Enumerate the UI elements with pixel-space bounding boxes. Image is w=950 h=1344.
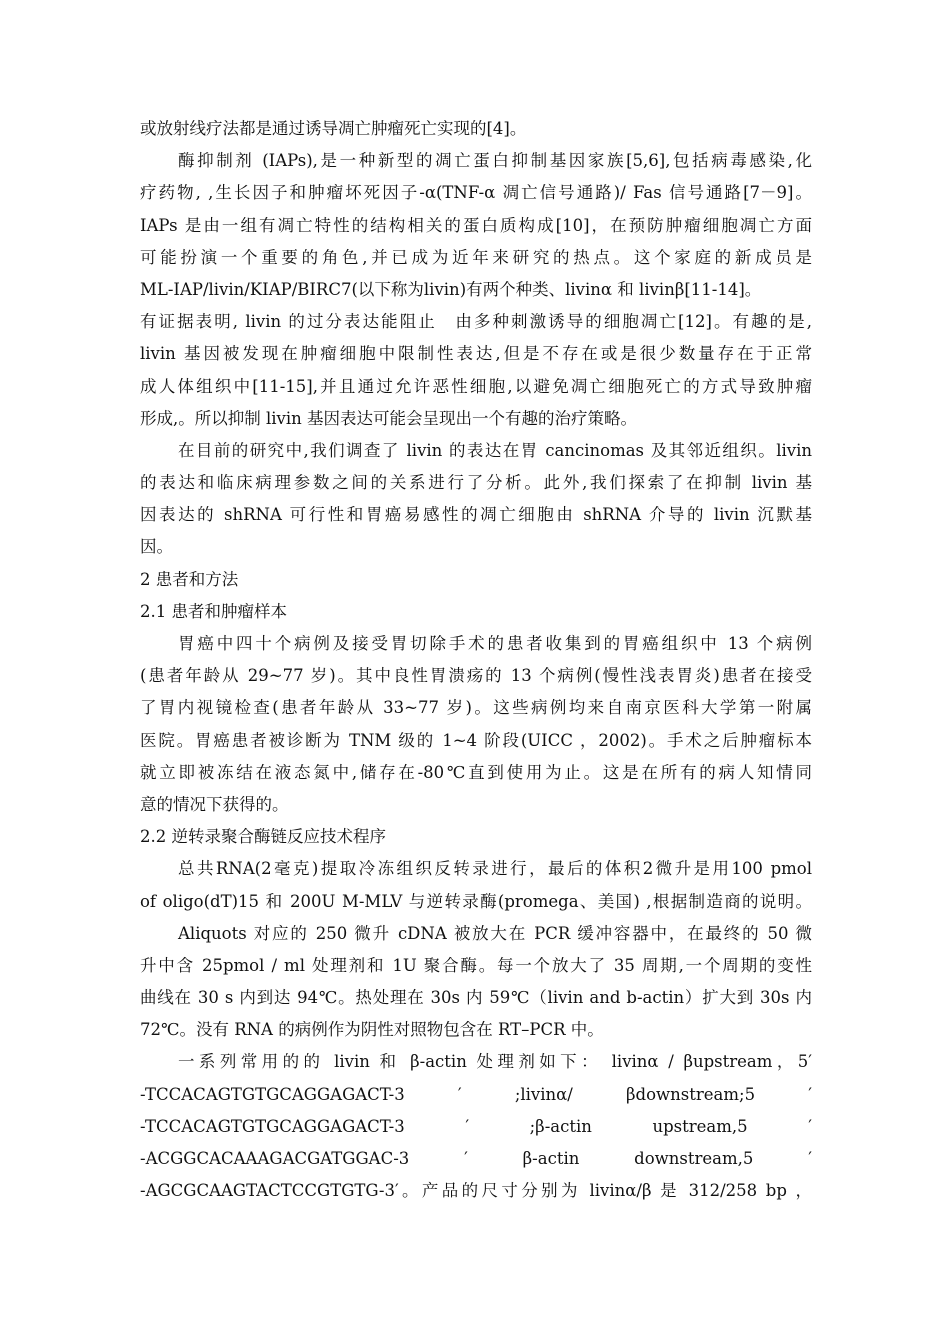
prime-mark: ′ bbox=[457, 1084, 462, 1104]
text-line: 升中含 25pmol / ml 处理剂和 1U 聚合酶。每一个放大了 35 周期,一个周期的变性 bbox=[140, 955, 813, 975]
text-line: 因表达的 shRNA 可行性和胃癌易感性的凋亡细胞由 shRNA 介导的 livin 沉默基 bbox=[140, 505, 812, 525]
text-line: 医院。胃癌患者被诊断为 TNM 级的 1~4 阶段(UICC ，2002)。手术之后肿瘤标本 bbox=[140, 730, 812, 750]
text-line: 可能扮演一个重要的角色,并已成为近年来研究的热点。这个家庭的新成员是 bbox=[140, 247, 812, 267]
primer-label: ;livinα/ bbox=[514, 1084, 573, 1104]
primer-seq: -TCCACAGTGTGCAGGAGACT-3 bbox=[140, 1116, 405, 1136]
text-line: 在目前的研究中,我们调查了 livin 的表达在胃 cancinomas 及其邻近组织。livin bbox=[178, 440, 812, 460]
text-line: 意的情况下获得的。 bbox=[140, 794, 289, 814]
text-line: 72℃。没有 RNA 的病例作为阴性对照物包含在 RT–PCR 中。 bbox=[140, 1020, 604, 1040]
text-line: 曲线在 30 s 内到达 94℃。热处理在 30s 内 59℃（livin and b-actin）扩大到 30s 内 bbox=[140, 988, 812, 1008]
text-line: IAPs 是由一组有凋亡特性的结构相关的蛋白质构成[10]，在预防肿瘤细胞凋亡方面 bbox=[140, 215, 812, 235]
subsection-heading: 2.1 患者和肿瘤样本 bbox=[140, 601, 287, 621]
text-line: 的表达和临床病理参数之间的关系进行了分析。此外,我们探索了在抑制 livin 基 bbox=[140, 473, 812, 493]
document-page bbox=[140, 113, 812, 1207]
text-line: Aliquots 对应的 250 微升 cDNA 被放大在 PCR 缓冲容器中，在最终的 50 微 bbox=[178, 923, 812, 943]
prime-mark: ′ bbox=[464, 1149, 468, 1168]
text-line: 胃癌中四十个病例及接受胃切除手术的患者收集到的胃癌组织中 13 个病例 bbox=[178, 634, 812, 653]
primer-sequence-line bbox=[140, 1079, 812, 1111]
text-line: 总共RNA(2毫克)提取冷冻组织反转录进行，最后的体积2微升是用100 pmol bbox=[178, 859, 812, 879]
text-line: 形成,。所以抑制 livin 基因表达可能会呈现出一个有趣的治疗策略。 bbox=[140, 408, 638, 428]
prime-mark: ′ bbox=[465, 1116, 470, 1136]
text-line: 因。 bbox=[140, 537, 173, 557]
primer-label: downstream,5 bbox=[634, 1149, 754, 1168]
primer-sequence-line bbox=[140, 1143, 812, 1175]
text-line: -AGCGCAAGTACTCCGTGTG-3′。产品的尺寸分别为 livinα/β 是 312/258 bp ， bbox=[140, 1181, 812, 1201]
text-line: ML-IAP/livin/KIAP/BIRC7(以下称为livin)有两个种类、livinα 和 livinβ[11-14]。 bbox=[140, 279, 762, 299]
primer-sequence-line bbox=[140, 1111, 812, 1143]
primer-seq: -TCCACAGTGTGCAGGAGACT-3 bbox=[140, 1084, 405, 1104]
text-line: 就立即被冻结在液态氮中,储存在-80℃直到使用为止。这是在所有的病人知情同 bbox=[140, 762, 812, 782]
primer-label: upstream,5 bbox=[652, 1116, 748, 1136]
text-line: 疗药物, ,生长因子和肿瘤坏死因子-α(TNF-α 凋亡信号通路)/ Fas 信号通路[7－9]。 bbox=[140, 183, 812, 203]
primer-seq: -ACGGCACAAAGACGATGGAC-3 bbox=[140, 1149, 410, 1168]
text-line: livin 基因被发现在肿瘤细胞中限制性表达,但是不存在或是很少数量存在于正常 bbox=[140, 344, 812, 364]
text-line: 成人体组织中[11-15],并且通过允许恶性细胞,以避免凋亡细胞死亡的方式导致肿瘤 bbox=[140, 376, 812, 396]
subsection-heading: 2.2 逆转录聚合酶链反应技术程序 bbox=[140, 827, 386, 847]
text-line: (患者年龄从 29~77 岁)。其中良性胃溃疡的 13 个病例(慢性浅表胃炎)患者在接受 bbox=[140, 666, 812, 686]
section-heading: 2 患者和方法 bbox=[140, 569, 239, 589]
prime-mark: ′ bbox=[808, 1084, 812, 1104]
text-line: 酶抑制剂 (IAPs),是一种新型的凋亡蛋白抑制基因家族[5,6],包括病毒感染,化 bbox=[178, 151, 812, 171]
prime-mark: ′ bbox=[808, 1149, 812, 1168]
primer-label: βdownstream;5 bbox=[626, 1084, 756, 1104]
text-line: 或放射线疗法都是通过诱导凋亡肿瘤死亡实现的[4]。 bbox=[140, 119, 527, 138]
text-line: of oligo(dT)15 和 200U M-MLV 与逆转录酶(promega、美国) ,根据制造商的说明。 bbox=[140, 891, 812, 911]
prime-mark: ′ bbox=[808, 1116, 812, 1136]
primer-label: ;β-actin bbox=[529, 1116, 592, 1136]
primer-label: β-actin bbox=[522, 1149, 580, 1168]
text-line: 了胃内视镜检查(患者年龄从 33~77 岁)。这些病例均来自南京医科大学第一附属 bbox=[140, 698, 812, 718]
text-line: 一系列常用的的 livin 和 β-actin 处理剂如下： livinα / βupstream，5′ bbox=[178, 1052, 812, 1072]
text-line: 有证据表明, livin 的过分表达能阻止 由多种刺激诱导的细胞凋亡[12]。有趣的是, bbox=[140, 312, 812, 332]
